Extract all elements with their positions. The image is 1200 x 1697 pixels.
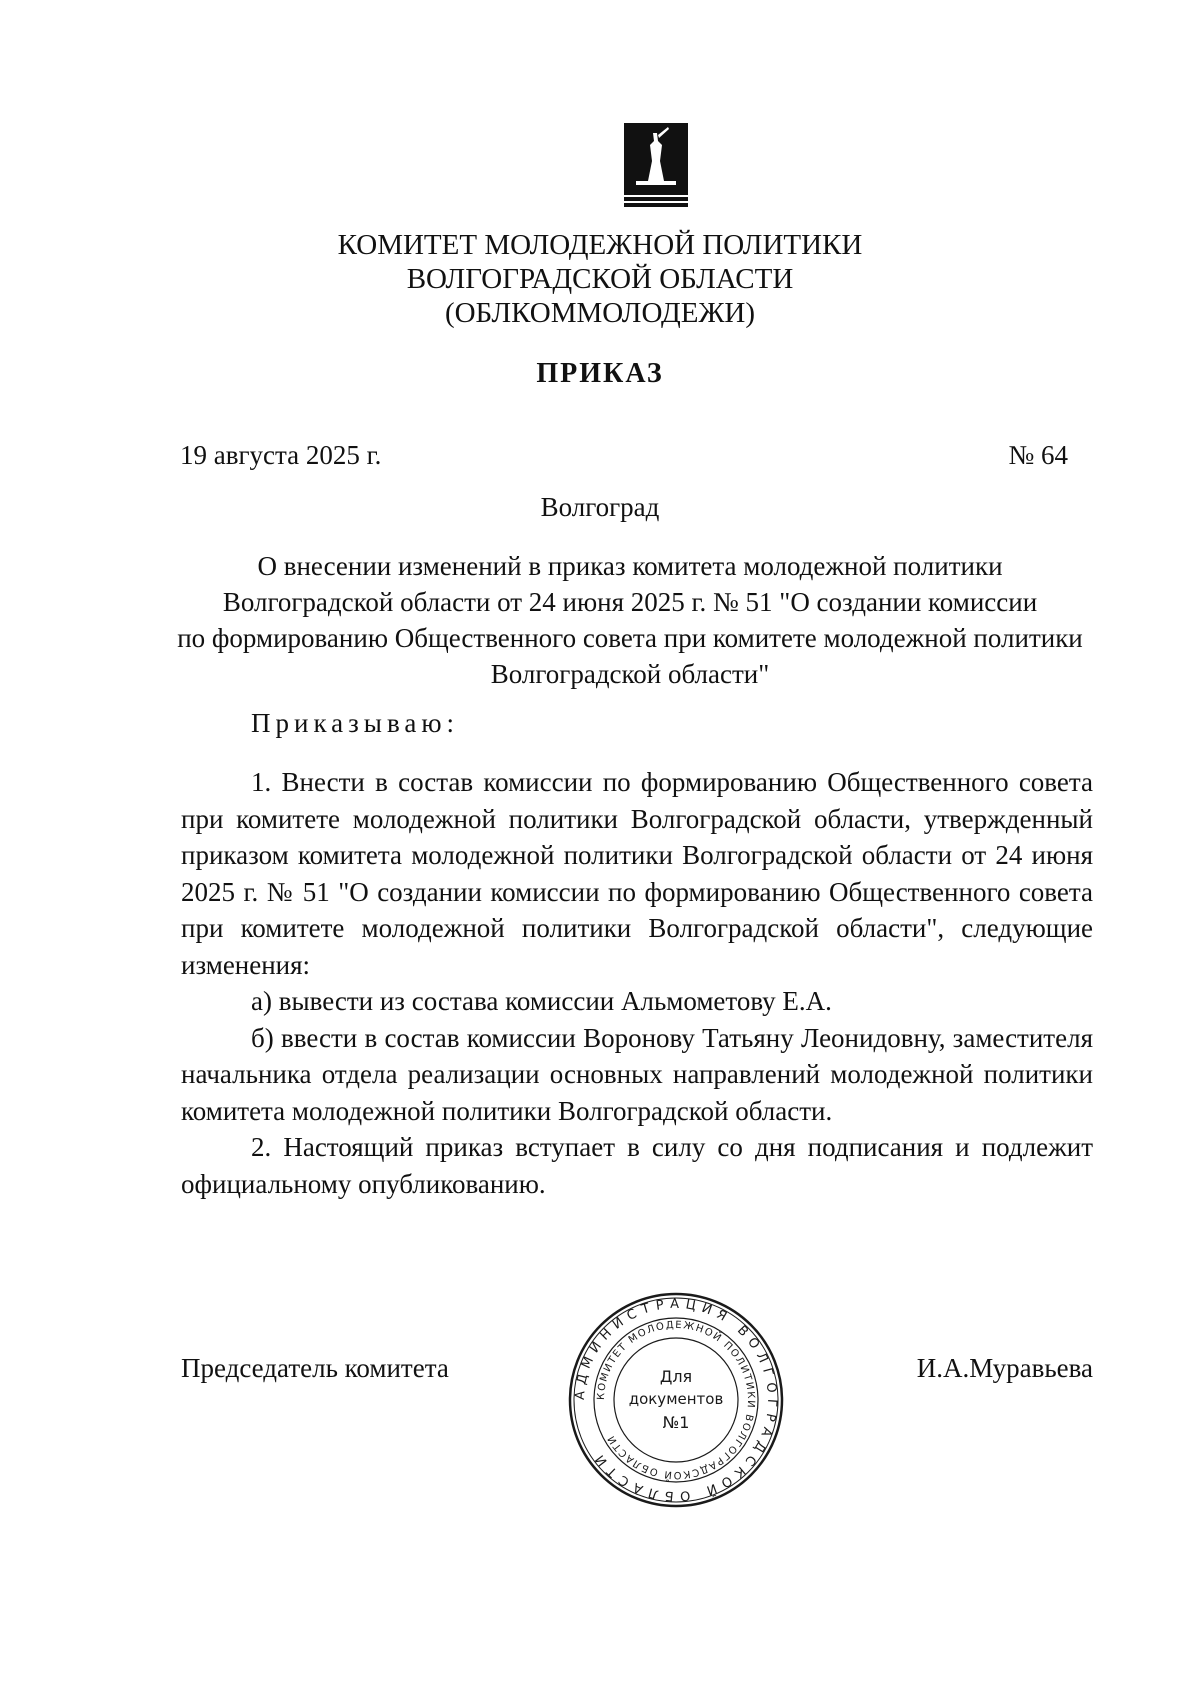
org-line-1: КОМИТЕТ МОЛОДЕЖНОЙ ПОЛИТИКИ — [337, 229, 863, 261]
stamp-center-line-2: документов — [628, 1390, 724, 1408]
subject-line: Волгоградской области" — [490, 659, 770, 689]
orders-heading: Приказываю: — [251, 708, 459, 738]
stamp-outer-text: АДМИНИСТРАЦИЯ ВОЛГОГРАДСКОЙ ОБЛАСТИ — [572, 1296, 780, 1504]
paragraph-1b: б) ввести в состав комиссии Воронову Татьяну Леонидовну, заместителя начальника отдела реализации основных направлений молодежной политики комитета молодежной политики Волгоградской области. — [181, 1022, 1093, 1126]
organization-name — [0, 228, 1200, 330]
document-city: Волгоград — [540, 492, 660, 522]
signatory-role: Председатель комитета — [181, 1353, 449, 1383]
document-title: ПРИКАЗ — [536, 358, 664, 389]
signatory-name: И.А.Муравьева — [916, 1353, 1093, 1383]
subject-line: Волгоградской области от 24 июня 2025 г. № 51 "О создании комиссии — [222, 587, 1038, 617]
official-stamp — [566, 1290, 786, 1510]
document-number: № 64 — [1008, 440, 1068, 470]
document-subject — [140, 548, 1120, 692]
org-line-2: ВОЛГОГРАДСКОЙ ОБЛАСТИ — [406, 263, 794, 295]
subject-line: О внесении изменений в приказ комитета молодежной политики — [257, 551, 1003, 581]
subject-line: по формированию Общественного совета при комитете молодежной политики — [177, 623, 1083, 653]
paragraph-2: 2. Настоящий приказ вступает в силу со дня подписания и подлежит официальному опубликованию. — [181, 1132, 1093, 1199]
stamp-center-line-3: №1 — [662, 1413, 690, 1432]
paragraph-1a: а) вывести из состава комиссии Альмометову Е.А. — [251, 986, 832, 1016]
document-body — [181, 764, 1093, 1202]
volgograd-emblem-icon — [622, 121, 690, 209]
stamp-center-line-1: Для — [659, 1367, 693, 1386]
org-line-3: (ОБЛКОММОЛОДЕЖИ) — [444, 297, 756, 329]
paragraph-1: 1. Внести в состав комиссии по формированию Общественного совета при комитете молодежной политики Волгоградской области, утвержденный приказом комитета молодежной политики Волгоградской области от 24 июня 2025 г. № 51 "О создании комиссии по формированию Общественного совета при комитете молодежной политики Волгоградской области", следующие изменения: — [181, 767, 1093, 980]
document-date: 19 августа 2025 г. — [180, 440, 382, 470]
stamp-inner-text: КОМИТЕТ МОЛОДЕЖНОЙ ПОЛИТИКИ ВОЛГОГРАДСКОЙ ОБЛАСТИ — [595, 1319, 757, 1481]
